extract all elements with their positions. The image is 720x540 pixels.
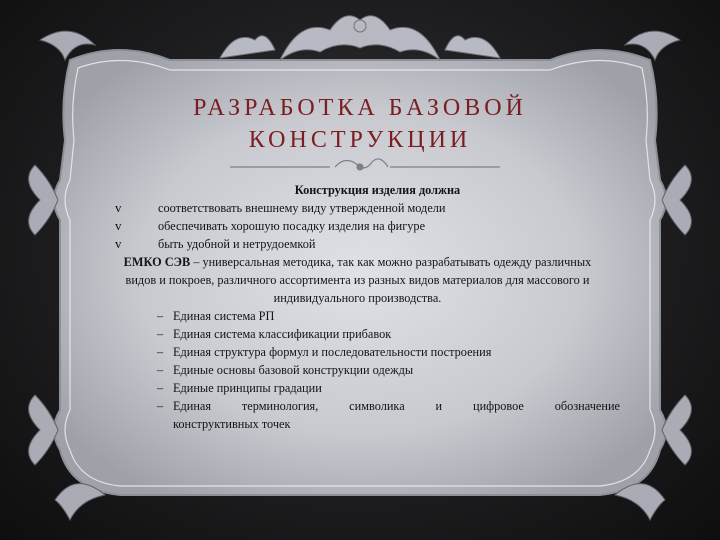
dash-text: Единые принципы градации xyxy=(173,381,322,395)
dash-item-last xyxy=(95,397,620,433)
content-heading: Конструкция изделия должна xyxy=(294,183,461,197)
dash-text-line-1: Единая терминология, символика и цифровое обозначение xyxy=(173,399,620,413)
bullet-text: соответствовать внешнему виду утвержденной модели xyxy=(158,201,446,215)
paragraph-bold-term: ЕМКО СЭВ xyxy=(123,255,191,269)
dash-marker: – xyxy=(157,309,164,323)
dash-text-line-2: конструктивных точек xyxy=(173,417,291,431)
right-side-flourish xyxy=(662,165,691,235)
dash-item xyxy=(95,379,620,397)
dash-item xyxy=(95,343,620,361)
dash-text: Единая система классификации прибавок xyxy=(173,327,392,341)
title-line-2: КОНСТРУКЦИИ xyxy=(248,127,472,153)
bullet-item xyxy=(95,199,620,217)
dash-text: Единые основы базовой конструкции одежды xyxy=(173,363,414,377)
diamond-bullet-icon: v xyxy=(115,200,122,215)
dash-text: Единая структура формул и последовательности построения xyxy=(173,345,492,359)
bottom-left-flourish xyxy=(55,484,105,520)
top-ornament xyxy=(220,16,500,60)
methodology-paragraph xyxy=(95,253,620,307)
dash-item xyxy=(95,361,620,379)
bullet-item xyxy=(95,235,620,253)
bullet-text: обеспечивать хорошую посадку изделия на фигуре xyxy=(158,219,426,233)
slide-content xyxy=(95,181,620,433)
dash-item xyxy=(95,325,620,343)
left-lower-flourish xyxy=(29,395,58,465)
dash-marker: – xyxy=(157,327,164,341)
bottom-right-flourish xyxy=(615,484,665,520)
diamond-bullet-icon: v xyxy=(115,236,122,251)
dash-text: Единая система РП xyxy=(173,309,275,323)
right-lower-flourish xyxy=(662,395,691,465)
diamond-bullet-icon: v xyxy=(115,218,122,233)
paragraph-text: – универсальная методика, так как можно разрабатывать одежду различных видов и покроев, различного ассортимента из разных видов материалов для массового и индивидуального производства. xyxy=(125,255,592,305)
title-line-1: РАЗРАБОТКА БАЗОВОЙ xyxy=(193,95,527,121)
dash-marker: – xyxy=(157,345,164,359)
dash-item xyxy=(95,307,620,325)
dash-marker: – xyxy=(157,399,164,413)
bullet-item xyxy=(95,217,620,235)
slide-title xyxy=(120,92,600,156)
dash-marker: – xyxy=(157,363,164,377)
dash-marker: – xyxy=(157,381,164,395)
left-side-flourish xyxy=(29,165,58,235)
bullet-text: быть удобной и нетрудоемкой xyxy=(158,237,316,251)
